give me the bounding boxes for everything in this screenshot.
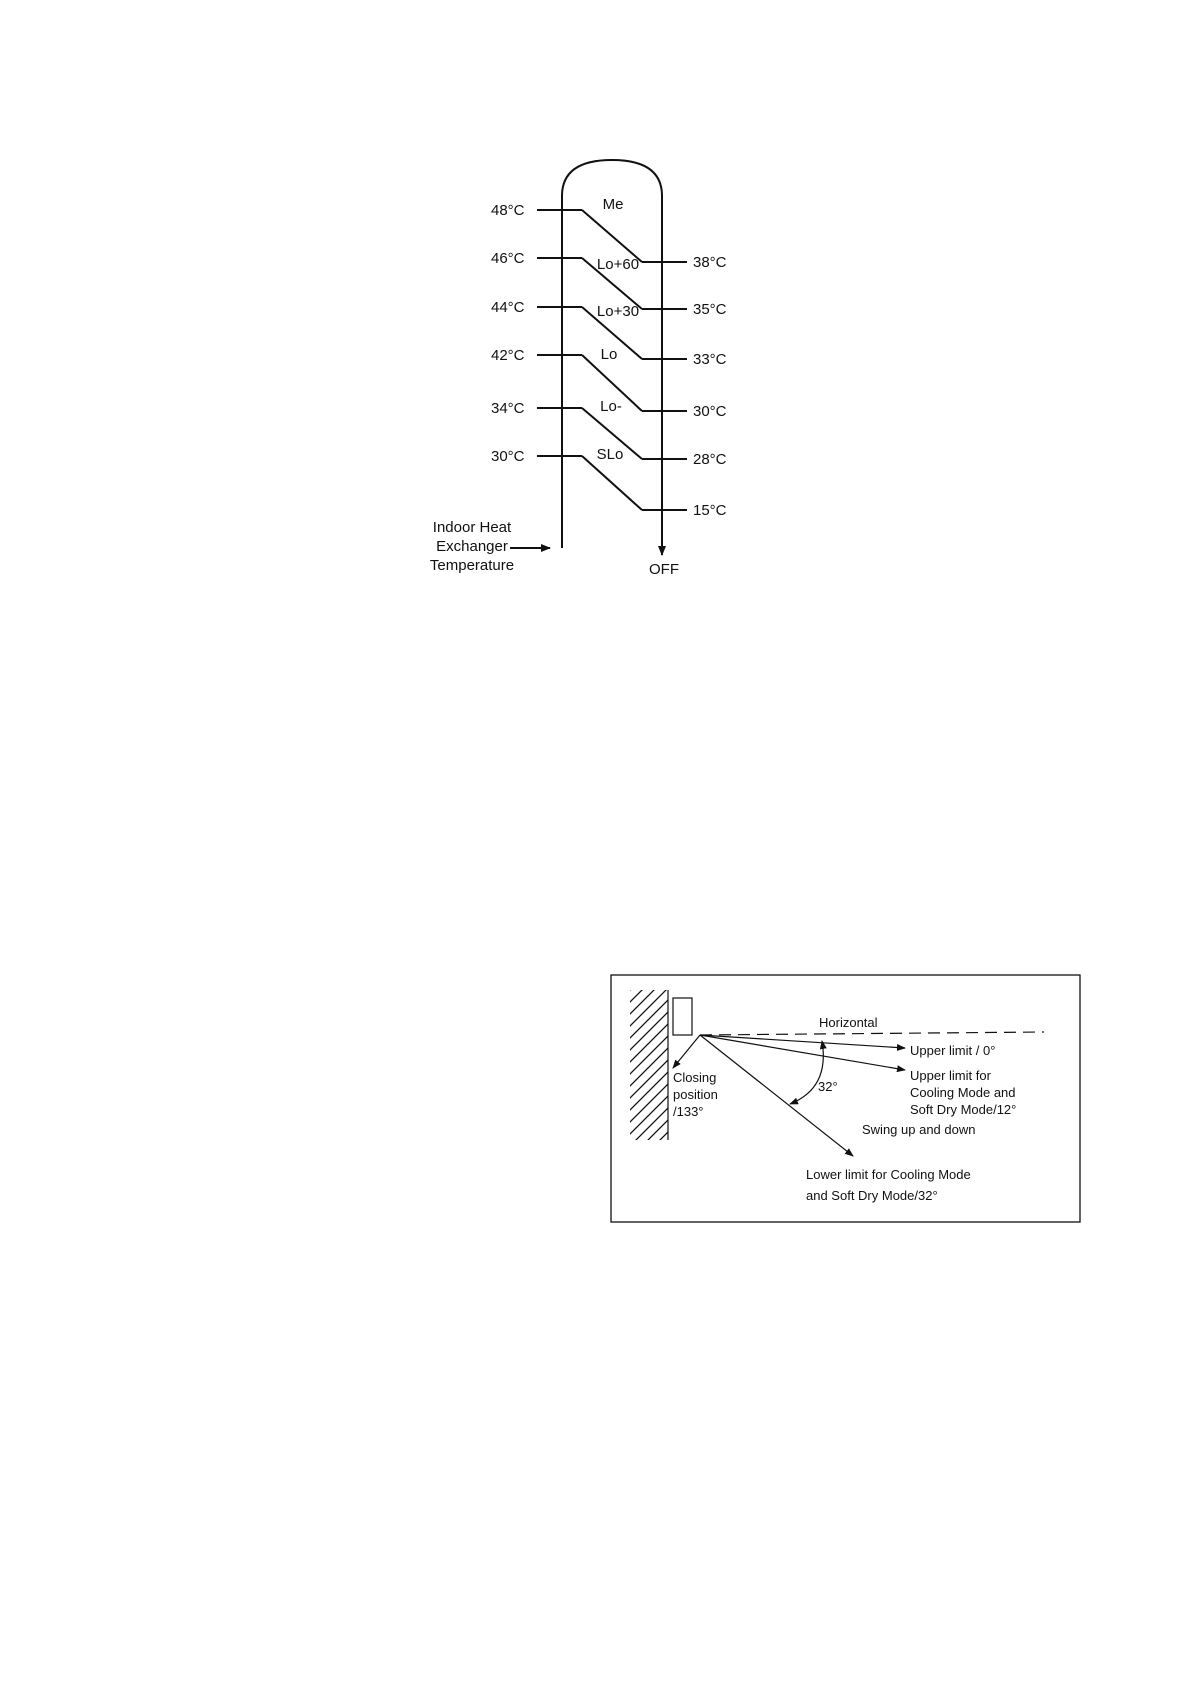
airflow-diagram xyxy=(611,975,1080,1222)
speed-label: Lo+60 xyxy=(596,256,640,273)
off-label: OFF xyxy=(649,561,679,578)
left-temp-label: 42°C xyxy=(491,347,525,364)
lower-limit-label: Lower limit for Cooling Mode xyxy=(806,1167,971,1182)
closing-position-label: Closing xyxy=(673,1070,717,1085)
right-ticks xyxy=(642,262,687,510)
right-temp-label: 15°C xyxy=(693,502,727,519)
upper-cool-arrow xyxy=(700,1035,905,1070)
left-temp-label: 48°C xyxy=(491,202,525,219)
upper-limit-arrow xyxy=(700,1035,905,1048)
left-temp-label: 30°C xyxy=(491,448,525,465)
right-temp-label: 35°C xyxy=(693,301,727,318)
lower-limit-arrow xyxy=(700,1035,853,1156)
right-temp-label: 28°C xyxy=(693,451,727,468)
left-temp-label: 34°C xyxy=(491,400,525,417)
horizontal-label: Horizontal xyxy=(819,1015,878,1030)
upper-cool-label: Soft Dry Mode/12° xyxy=(910,1102,1017,1117)
left-ticks xyxy=(537,210,582,456)
speed-label: Lo xyxy=(600,346,618,363)
wall-hatch xyxy=(630,990,668,1140)
angle-label: 32° xyxy=(818,1079,838,1094)
right-temp-label: 30°C xyxy=(693,403,727,420)
axis-label: Indoor Heat xyxy=(432,519,512,536)
closing-arrow xyxy=(673,1035,700,1068)
speed-label: Lo+30 xyxy=(596,303,640,320)
speed-label: Lo- xyxy=(600,398,622,415)
lower-limit-label: and Soft Dry Mode/32° xyxy=(806,1188,938,1203)
axis-label: Exchanger xyxy=(436,538,508,555)
right-temp-label: 38°C xyxy=(693,254,727,271)
speed-label: SLo xyxy=(596,446,624,463)
right-temp-label: 33°C xyxy=(693,351,727,368)
swing-label: Swing up and down xyxy=(862,1122,976,1137)
horizontal-reference xyxy=(700,1032,1044,1035)
left-temp-label: 44°C xyxy=(491,299,525,316)
angle-arc xyxy=(790,1041,823,1104)
closing-position-label: /133° xyxy=(673,1104,704,1119)
upper-cool-label: Upper limit for xyxy=(910,1068,991,1083)
upper-cool-label: Cooling Mode and xyxy=(910,1085,1016,1100)
axis-label: Temperature xyxy=(429,557,515,574)
closing-position-label: position xyxy=(673,1087,718,1102)
upper-limit-label: Upper limit / 0° xyxy=(910,1043,996,1058)
left-temp-label: 46°C xyxy=(491,250,525,267)
fan-speed-chart xyxy=(430,160,727,578)
indoor-unit xyxy=(673,998,692,1035)
speed-label: Me xyxy=(602,196,624,213)
